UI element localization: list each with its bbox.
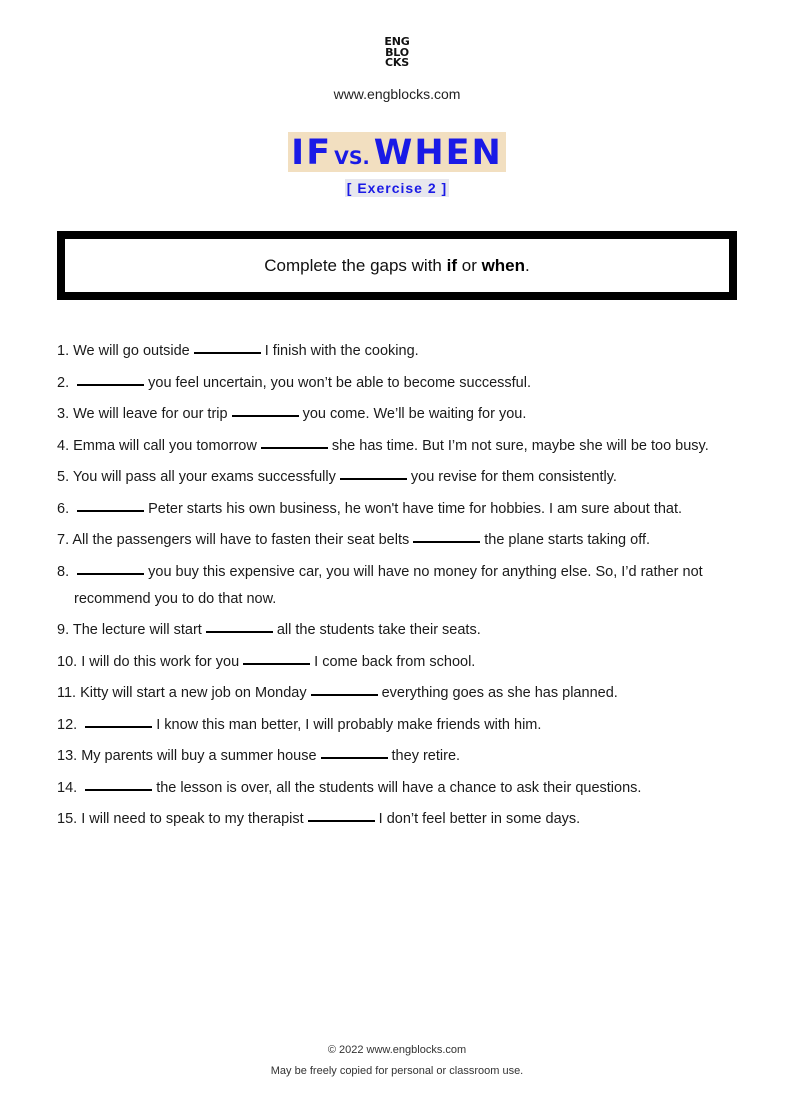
exercise-item	[57, 775, 747, 802]
item-text-after: all the students take their seats.	[276, 622, 481, 638]
item-number: 12.	[57, 716, 78, 733]
item-text-after: I come back from school.	[314, 653, 476, 670]
item-text-after: the lesson is over, all the students will have a chance to ask their questions.	[156, 779, 642, 796]
item-number: 10.	[57, 653, 78, 670]
answer-blank[interactable]	[308, 819, 375, 822]
item-number: 6.	[57, 500, 70, 517]
title-highlight	[288, 132, 506, 172]
answer-blank[interactable]	[77, 509, 144, 512]
instruction-after: .	[525, 255, 530, 275]
answer-blank[interactable]	[206, 630, 273, 633]
item-number: 7.	[57, 532, 70, 548]
item-text-after: you revise for them consistently.	[410, 469, 617, 485]
item-text-after: the plane starts taking off.	[484, 532, 651, 548]
exercise-item	[57, 649, 747, 676]
item-number: 4.	[57, 437, 70, 454]
item-text-after: I don’t feel better in some days.	[378, 811, 581, 827]
item-text-before: Emma will call you tomorrow	[73, 437, 257, 454]
exercise-item	[57, 806, 747, 833]
item-number: 15.	[57, 811, 78, 827]
footer-copyright: © 2022 www.engblocks.com	[327, 1044, 467, 1056]
item-number: 9.	[57, 622, 70, 638]
answer-blank[interactable]	[321, 756, 388, 759]
title-vs: VS.	[334, 147, 370, 169]
logo-line: BLO	[385, 45, 409, 59]
item-text-after: you buy this expensive car, you will have no money for anything else. So, I’d rather not recommend you to do that now.	[74, 563, 703, 607]
answer-blank[interactable]	[232, 414, 299, 417]
item-number: 14.	[57, 779, 78, 796]
answer-blank[interactable]	[413, 540, 480, 543]
exercise-label	[0, 179, 794, 198]
answer-blank[interactable]	[243, 662, 310, 665]
item-text-before: Kitty will start a new job on Monday	[80, 685, 307, 701]
item-number: 2.	[57, 374, 70, 391]
item-text-after: I know this man better, I will probably make friends with him.	[156, 716, 542, 733]
site-url: www.engblocks.com	[333, 86, 461, 102]
item-text-after: you come. We’ll be waiting for you.	[302, 406, 527, 422]
answer-blank[interactable]	[85, 788, 152, 791]
answer-blank[interactable]	[311, 693, 378, 696]
engblocks-logo	[0, 37, 794, 71]
title-when: WHEN	[373, 133, 503, 173]
item-text-after: Peter starts his own business, he won't have time for hobbies. I am sure about that.	[148, 500, 683, 517]
title-if: IF	[291, 133, 333, 173]
answer-blank[interactable]	[85, 725, 152, 728]
item-text-after: they retire.	[391, 748, 461, 764]
exercise-item	[57, 370, 747, 397]
exercise-item	[57, 743, 747, 770]
instruction-text	[264, 256, 530, 276]
answer-blank[interactable]	[340, 477, 407, 480]
item-text-before: You will pass all your exams successfully	[72, 469, 336, 485]
exercise-item	[57, 712, 747, 739]
item-text-before: All the passengers will have to fasten their seat belts	[72, 532, 410, 548]
instruction-word-when: when	[481, 255, 526, 275]
item-number: 3.	[57, 406, 70, 422]
instruction-box	[57, 231, 737, 300]
exercise-list	[57, 338, 747, 838]
exercise-item	[57, 559, 747, 613]
item-number: 1.	[57, 343, 70, 359]
instruction-before: Complete the gaps with	[264, 255, 447, 275]
exercise-item	[57, 464, 747, 491]
item-text-after: everything goes as she has planned.	[381, 685, 618, 701]
item-number: 8.	[57, 563, 70, 580]
item-text-after: I finish with the cooking.	[264, 343, 419, 359]
exercise-item	[57, 617, 747, 644]
exercise-item	[57, 338, 747, 365]
item-number: 5.	[57, 469, 70, 485]
answer-blank[interactable]	[194, 351, 261, 354]
logo-line: CKS	[385, 56, 409, 69]
answer-blank[interactable]	[77, 572, 144, 575]
item-text-after: she has time. But I’m not sure, maybe she will be too busy.	[331, 437, 709, 454]
item-number: 11.	[57, 685, 77, 701]
exercise-item	[57, 680, 747, 707]
footer-license: May be freely copied for personal or classroom use.	[270, 1065, 524, 1077]
item-text-before: I will do this work for you	[81, 653, 240, 670]
item-text-before: We will go outside	[73, 343, 190, 359]
answer-blank[interactable]	[77, 383, 144, 386]
item-text-before: I will need to speak to my therapist	[81, 811, 304, 827]
item-text-before: My parents will buy a summer house	[81, 748, 317, 764]
item-number: 13.	[57, 748, 78, 764]
instruction-between: or	[457, 255, 482, 275]
exercise-item	[57, 401, 747, 428]
exercise-item	[57, 496, 747, 523]
exercise-item	[57, 527, 747, 554]
instruction-word-if: if	[446, 255, 458, 275]
item-text-after: you feel uncertain, you won’t be able to become successful.	[148, 374, 531, 391]
logo-mark	[384, 37, 409, 69]
item-text-before: The lecture will start	[72, 622, 202, 638]
exercise-subtitle: [ Exercise 2 ]	[346, 180, 448, 196]
item-text-before: We will leave for our trip	[73, 406, 228, 422]
logo-line: ENG	[384, 35, 410, 48]
page-title	[0, 132, 794, 172]
exercise-item	[57, 433, 747, 460]
answer-blank[interactable]	[261, 446, 328, 449]
